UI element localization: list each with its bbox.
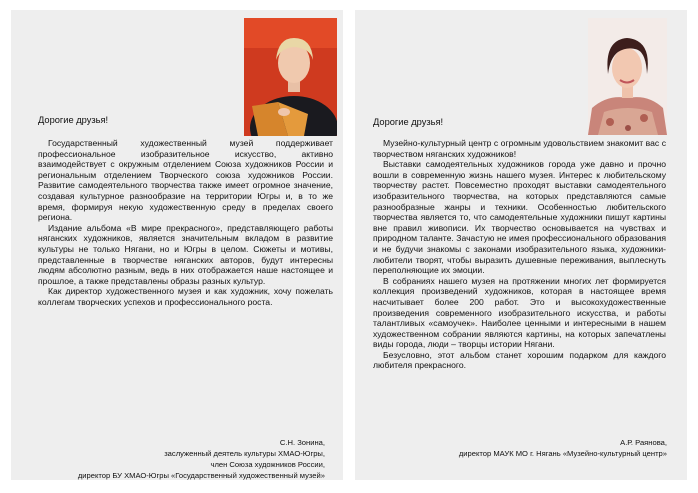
signature-name: А.Р. Раянова, (620, 438, 667, 447)
portrait-photo-rayanova (588, 18, 667, 135)
signature-title: директор БУ ХМАО-Югры «Государственный художественный музей» (77, 471, 325, 480)
greeting: Дорогие друзья! (38, 115, 109, 125)
paragraph: Музейно-культурный центр с огромным удовольствием знакомит вас с творчеством няганских художников! (373, 138, 666, 159)
paragraph: Безусловно, этот альбом станет хорошим подарком для каждого любителя прекрасного. (373, 349, 666, 371)
signature-title: заслуженный деятель культуры ХМАО-Югры, (164, 449, 325, 458)
letter-body (373, 138, 666, 371)
paragraph: Как директор художественного музея и как художник, хочу пожелать коллегам творческих успехов и профессионального роста. (38, 286, 333, 307)
greeting: Дорогие друзья! (373, 117, 444, 127)
paragraph: В собраниях нашего музея на протяжении многих лет формируется коллекция произведений художников, которая в настоящее время насчитывает более 200 работ. Это и высокохудожественные произведения современного изобразительного искусства, и работы талантливых «самоучек». Наиболее ценными и интересными в нашем художественном собрании являются картины, на которых запечатлены виды города, люди – творцы истории Нягани. (373, 275, 666, 350)
paragraph: Государственный художественный музей поддерживает профессиональное изобразительное искусство, активно взаимодействует с окружным отделением Союза художников России и региональным отделением Творческого союза художников России. Развитие самодеятельного творчества также имеет огромное значение, создавая культурное разнообразие на территории Югры и, в то же время, формируя некую художественную среду в пределах своего региона. (38, 138, 333, 223)
portrait-photo-zonina (244, 18, 337, 136)
signature-title: директор МАУК МО г. Нягань «Музейно-культурный центр» (458, 449, 667, 458)
left-page (11, 10, 343, 480)
letter-body (38, 138, 333, 308)
signature-block (78, 437, 325, 480)
signature-title: член Союза художников России, (210, 460, 325, 469)
paragraph: Выставки самодеятельных художников города уже давно и прочно вошли в современную жизнь нашего музея. Интерес к любительскому творчеству растет. Повсеместно проходят выставки самодеятельного изобразительного творчества, на которых представляются самые разнообразные жанры и техники. Особенностью любительского творчества является то, что самодеятельные художники пишут картины вне правил живописи. Их творчество основывается на чувствах и природном таланте. Зачастую не имея профессионального образования и не будучи знакомы с законами изобразительного языка, художники-любители творят, чтобы выразить душевные переживания, выплеснуть переполняющие их эмоции. (373, 159, 666, 276)
signature-block (459, 437, 667, 459)
right-page (355, 10, 687, 480)
signature-name: С.Н. Зонина, (279, 438, 325, 447)
paragraph: Издание альбома «В мире прекрасного», представляющего работы няганских художников, является значительным вкладом в развитие культуры не только Нягани, но и Югры в целом. Сюжеты и мотивы, представленные в творчестве няганских авторов, будут интересны людям абсолютно разным, ведь в них отображается наше настоящее и прошлое, а также представлены образы разных культур. (38, 222, 333, 286)
